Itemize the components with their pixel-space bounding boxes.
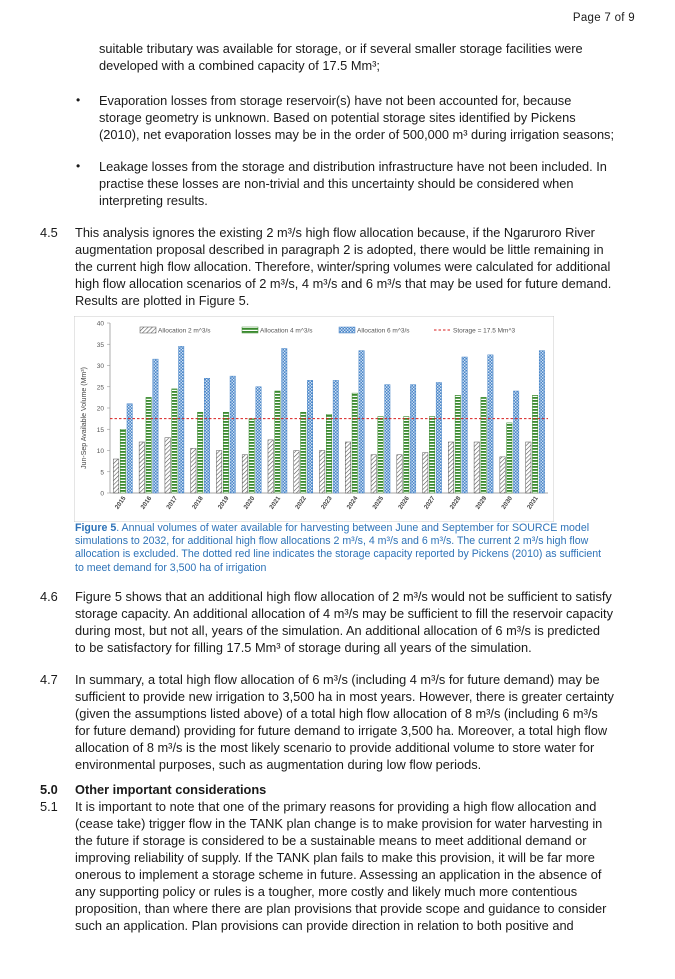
bar-alloc-4 xyxy=(429,417,434,494)
y-tick-label: 5 xyxy=(100,469,104,477)
caption-line: Figure 5. Annual volumes of water available for harvesting between June and September for SOURCE model xyxy=(75,522,590,534)
legend-storage-label: Storage = 17.5 Mm^3 xyxy=(453,327,516,335)
x-tick-label: 2017 xyxy=(165,495,180,511)
text-line: In summary, a total high flow allocation of 6 m³/s (including 4 m³/s for future demand) may be xyxy=(75,672,600,687)
bar-alloc-4 xyxy=(352,393,357,493)
x-tick-label: 2028 xyxy=(448,495,463,511)
bar-alloc-6 xyxy=(179,346,184,493)
x-tick-label: 2026 xyxy=(397,495,411,511)
text-line: Results are plotted in Figure 5. xyxy=(75,293,250,308)
x-tick-label: 2025 xyxy=(371,495,386,511)
bar-alloc-4 xyxy=(532,395,537,493)
text-line: during most, but not all, years of the simulation. An additional allocation of 6 m³/s is predicted xyxy=(75,623,600,638)
x-tick-label: 2023 xyxy=(319,495,334,511)
bar-alloc-6 xyxy=(256,387,261,493)
caption-line: simulations to 2032, for additional high flow allocations 2 m³/s, 4 m³/s and 6 m³/s. The current 2 m³/s high flow xyxy=(75,535,589,548)
text-line: such an application. Plan provisions can provide direction in relation to both positive and xyxy=(75,918,574,933)
text-line: storage geometry is unknown. Based on potential storage sites identified by Pickens xyxy=(99,110,576,125)
text-line: developed with a combined capacity of 17.5 Mm³; xyxy=(99,58,380,73)
section-number: 4.5 xyxy=(40,225,58,240)
bar-alloc-6 xyxy=(307,380,312,493)
y-tick-label: 10 xyxy=(96,448,104,455)
bar-alloc-6 xyxy=(488,355,493,493)
y-tick-label: 15 xyxy=(96,426,104,434)
x-tick-label: 2024 xyxy=(345,495,360,511)
bar-alloc-2 xyxy=(216,451,221,494)
text-line: the future if storage is considered to be a sustainable means to meet additional demand or xyxy=(75,833,587,848)
text-line: Leakage losses from the storage and distribution infrastructure have not been included. In xyxy=(99,159,607,174)
bar-alloc-4 xyxy=(455,395,460,493)
bullet-dot: • xyxy=(76,93,81,107)
text-line: Figure 5 shows that an additional high flow allocation of 2 m³/s would not be sufficient to satisfy xyxy=(75,589,612,604)
bar-alloc-4 xyxy=(507,423,512,493)
bar-alloc-4 xyxy=(249,419,254,493)
bar-alloc-4 xyxy=(120,429,125,493)
x-tick-label: 2019 xyxy=(216,495,231,511)
bar-alloc-6 xyxy=(436,383,441,494)
x-tick-label: 2030 xyxy=(500,495,514,511)
legend-alloc-6-label: Allocation 6 m^3/s xyxy=(357,327,410,335)
text-line: the current high flow allocation. Therefore, winter/spring volumes were calculated for additional xyxy=(75,259,611,274)
y-tick-label: 0 xyxy=(100,490,104,498)
x-tick-label: 2021 xyxy=(268,495,283,511)
bar-alloc-6 xyxy=(230,376,235,493)
bar-alloc-6 xyxy=(333,380,338,493)
bar-alloc-2 xyxy=(268,440,273,493)
bar-alloc-6 xyxy=(513,391,518,493)
text-line: (cease take) trigger flow in the TANK plan change is to make provision for water harvesting in xyxy=(75,816,603,831)
text-line: augmentation proposal described in paragraph 2 is adopted, there would be little remaining in xyxy=(75,242,604,257)
bar-alloc-4 xyxy=(172,389,177,493)
bar-alloc-2 xyxy=(242,455,247,493)
bar-alloc-6 xyxy=(539,351,544,493)
figure-label: Figure 5 xyxy=(75,522,117,534)
bar-alloc-2 xyxy=(371,455,376,493)
bar-alloc-4 xyxy=(146,397,151,493)
bar-alloc-6 xyxy=(153,359,158,493)
bar-alloc-6 xyxy=(410,385,415,493)
caption-line: to meet demand for 3,500 ha of irrigation xyxy=(75,561,267,574)
bar-alloc-4 xyxy=(301,412,306,493)
text-line: any supporting policy or rules is a tougher, more costly and likely much more contentious xyxy=(75,884,578,899)
y-tick-label: 40 xyxy=(96,320,104,328)
bar-alloc-2 xyxy=(423,453,428,493)
x-tick-label: 2031 xyxy=(525,495,540,511)
bar-alloc-2 xyxy=(448,442,453,493)
legend-alloc-4-label: Allocation 4 m^3/s xyxy=(260,327,313,335)
legend-alloc-6-swatch xyxy=(339,327,355,333)
bar-alloc-2 xyxy=(320,451,325,494)
bar-alloc-4 xyxy=(197,412,202,493)
text-line: onerous to implement a storage scheme in future. Assessing an application in the absence of xyxy=(75,867,602,882)
text-line: suitable tributary was available for storage, or if several smaller storage facilities were xyxy=(99,41,583,56)
y-tick-label: 20 xyxy=(96,405,104,413)
bar-alloc-4 xyxy=(378,417,383,494)
text-line: It is important to note that one of the primary reasons for providing a high flow allocation and xyxy=(75,799,597,814)
text-line: (2010), net evaporation losses may be in the order of 500,000 m³ during irrigation seasons; xyxy=(99,127,615,142)
legend-alloc-4-swatch xyxy=(242,327,258,333)
legend-alloc-2-label: Allocation 2 m^3/s xyxy=(158,327,211,335)
bar-alloc-4 xyxy=(275,391,280,493)
bullet-dot: • xyxy=(76,159,81,173)
text-line: improving reliability of supply. If the TANK plan fails to make this provision, it will be far more xyxy=(75,850,595,865)
bar-alloc-6 xyxy=(127,404,132,493)
text-line: to be satisfactory for filling 17.5 Mm³ of storage during all years of the simulation. xyxy=(75,640,532,655)
text-line: practise these losses are non-trivial and this uncertainty should be considered when xyxy=(99,176,574,191)
x-tick-label: 2020 xyxy=(242,495,257,511)
bar-alloc-6 xyxy=(462,357,467,493)
bar-alloc-2 xyxy=(294,451,299,494)
bar-alloc-4 xyxy=(223,412,228,493)
bar-alloc-6 xyxy=(359,351,364,493)
text-line: allocation of 8 m³/s is the most likely scenario to provide additional volume to store water for xyxy=(75,740,595,755)
bar-alloc-2 xyxy=(397,455,402,493)
text-line: for future demand) providing for future demand to irrigate 3,500 ha. Moreover, a total high flow xyxy=(75,723,608,738)
y-tick-label: 30 xyxy=(96,363,104,370)
bar-alloc-4 xyxy=(481,397,486,493)
page-number: Page 7 of 9 xyxy=(572,12,635,24)
x-tick-label: 2022 xyxy=(294,495,308,511)
text-line: storage capacity. An additional allocation of 4 m³/s may be sufficient to fill the reservoir capacity xyxy=(75,606,613,621)
x-tick-label: 2027 xyxy=(422,495,437,511)
bar-alloc-6 xyxy=(204,378,209,493)
figure-5-chart xyxy=(74,316,554,522)
y-tick-label: 35 xyxy=(96,341,104,349)
x-tick-label: 2015 xyxy=(113,495,128,511)
section-number: 5.1 xyxy=(40,799,58,814)
text-line: This analysis ignores the existing 2 m³/s high flow allocation because, if the Ngaruroro River xyxy=(75,225,595,240)
bar-alloc-6 xyxy=(385,385,390,493)
bar-alloc-2 xyxy=(345,442,350,493)
bar-alloc-2 xyxy=(113,459,118,493)
legend-alloc-2-swatch xyxy=(140,327,156,333)
bar-alloc-2 xyxy=(139,442,144,493)
bar-alloc-6 xyxy=(282,349,287,494)
section-number: 5.0 xyxy=(40,782,58,797)
bar-alloc-2 xyxy=(474,442,479,493)
text-line: sufficient to provide new irrigation to 3,500 ha in most years. However, there is greater certainty xyxy=(75,689,614,704)
section-number: 4.6 xyxy=(40,589,58,604)
bar-alloc-4 xyxy=(404,417,409,494)
x-tick-label: 2016 xyxy=(139,495,154,511)
section-heading: Other important considerations xyxy=(75,782,267,797)
text-line: proposition, than where there are plan provisions that provide scope and guidance to consider xyxy=(75,901,607,916)
text-line: interpreting results. xyxy=(99,193,208,208)
text-line: Evaporation losses from storage reservoir(s) have not been accounted for, because xyxy=(99,93,572,108)
bar-alloc-2 xyxy=(526,442,531,493)
text-line: (given the assumptions listed above) of a total high flow allocation of 8 m³/s (including 6 m³/s xyxy=(75,706,598,721)
bar-alloc-4 xyxy=(326,414,331,493)
x-tick-label: 2018 xyxy=(191,495,205,511)
bar-alloc-2 xyxy=(165,438,170,493)
bar-alloc-2 xyxy=(500,457,505,493)
section-number: 4.7 xyxy=(40,672,58,687)
x-tick-label: 2029 xyxy=(474,495,489,511)
caption-line: allocation is excluded. The dotted red line indicates the storage capacity reported by Pickens (2010) as sufficient xyxy=(75,548,602,561)
y-axis-label: Jun-Sep Available Volume (Mm³) xyxy=(81,367,88,469)
text-line: environmental purposes, such as augmentation during low flow periods. xyxy=(75,757,482,772)
figure-caption xyxy=(75,522,635,575)
y-tick-label: 25 xyxy=(96,384,104,392)
text-line: high flow allocation scenarios of 2 m³/s, 4 m³/s and 6 m³/s that may be used for future demand. xyxy=(75,276,612,291)
bar-alloc-2 xyxy=(191,448,196,493)
